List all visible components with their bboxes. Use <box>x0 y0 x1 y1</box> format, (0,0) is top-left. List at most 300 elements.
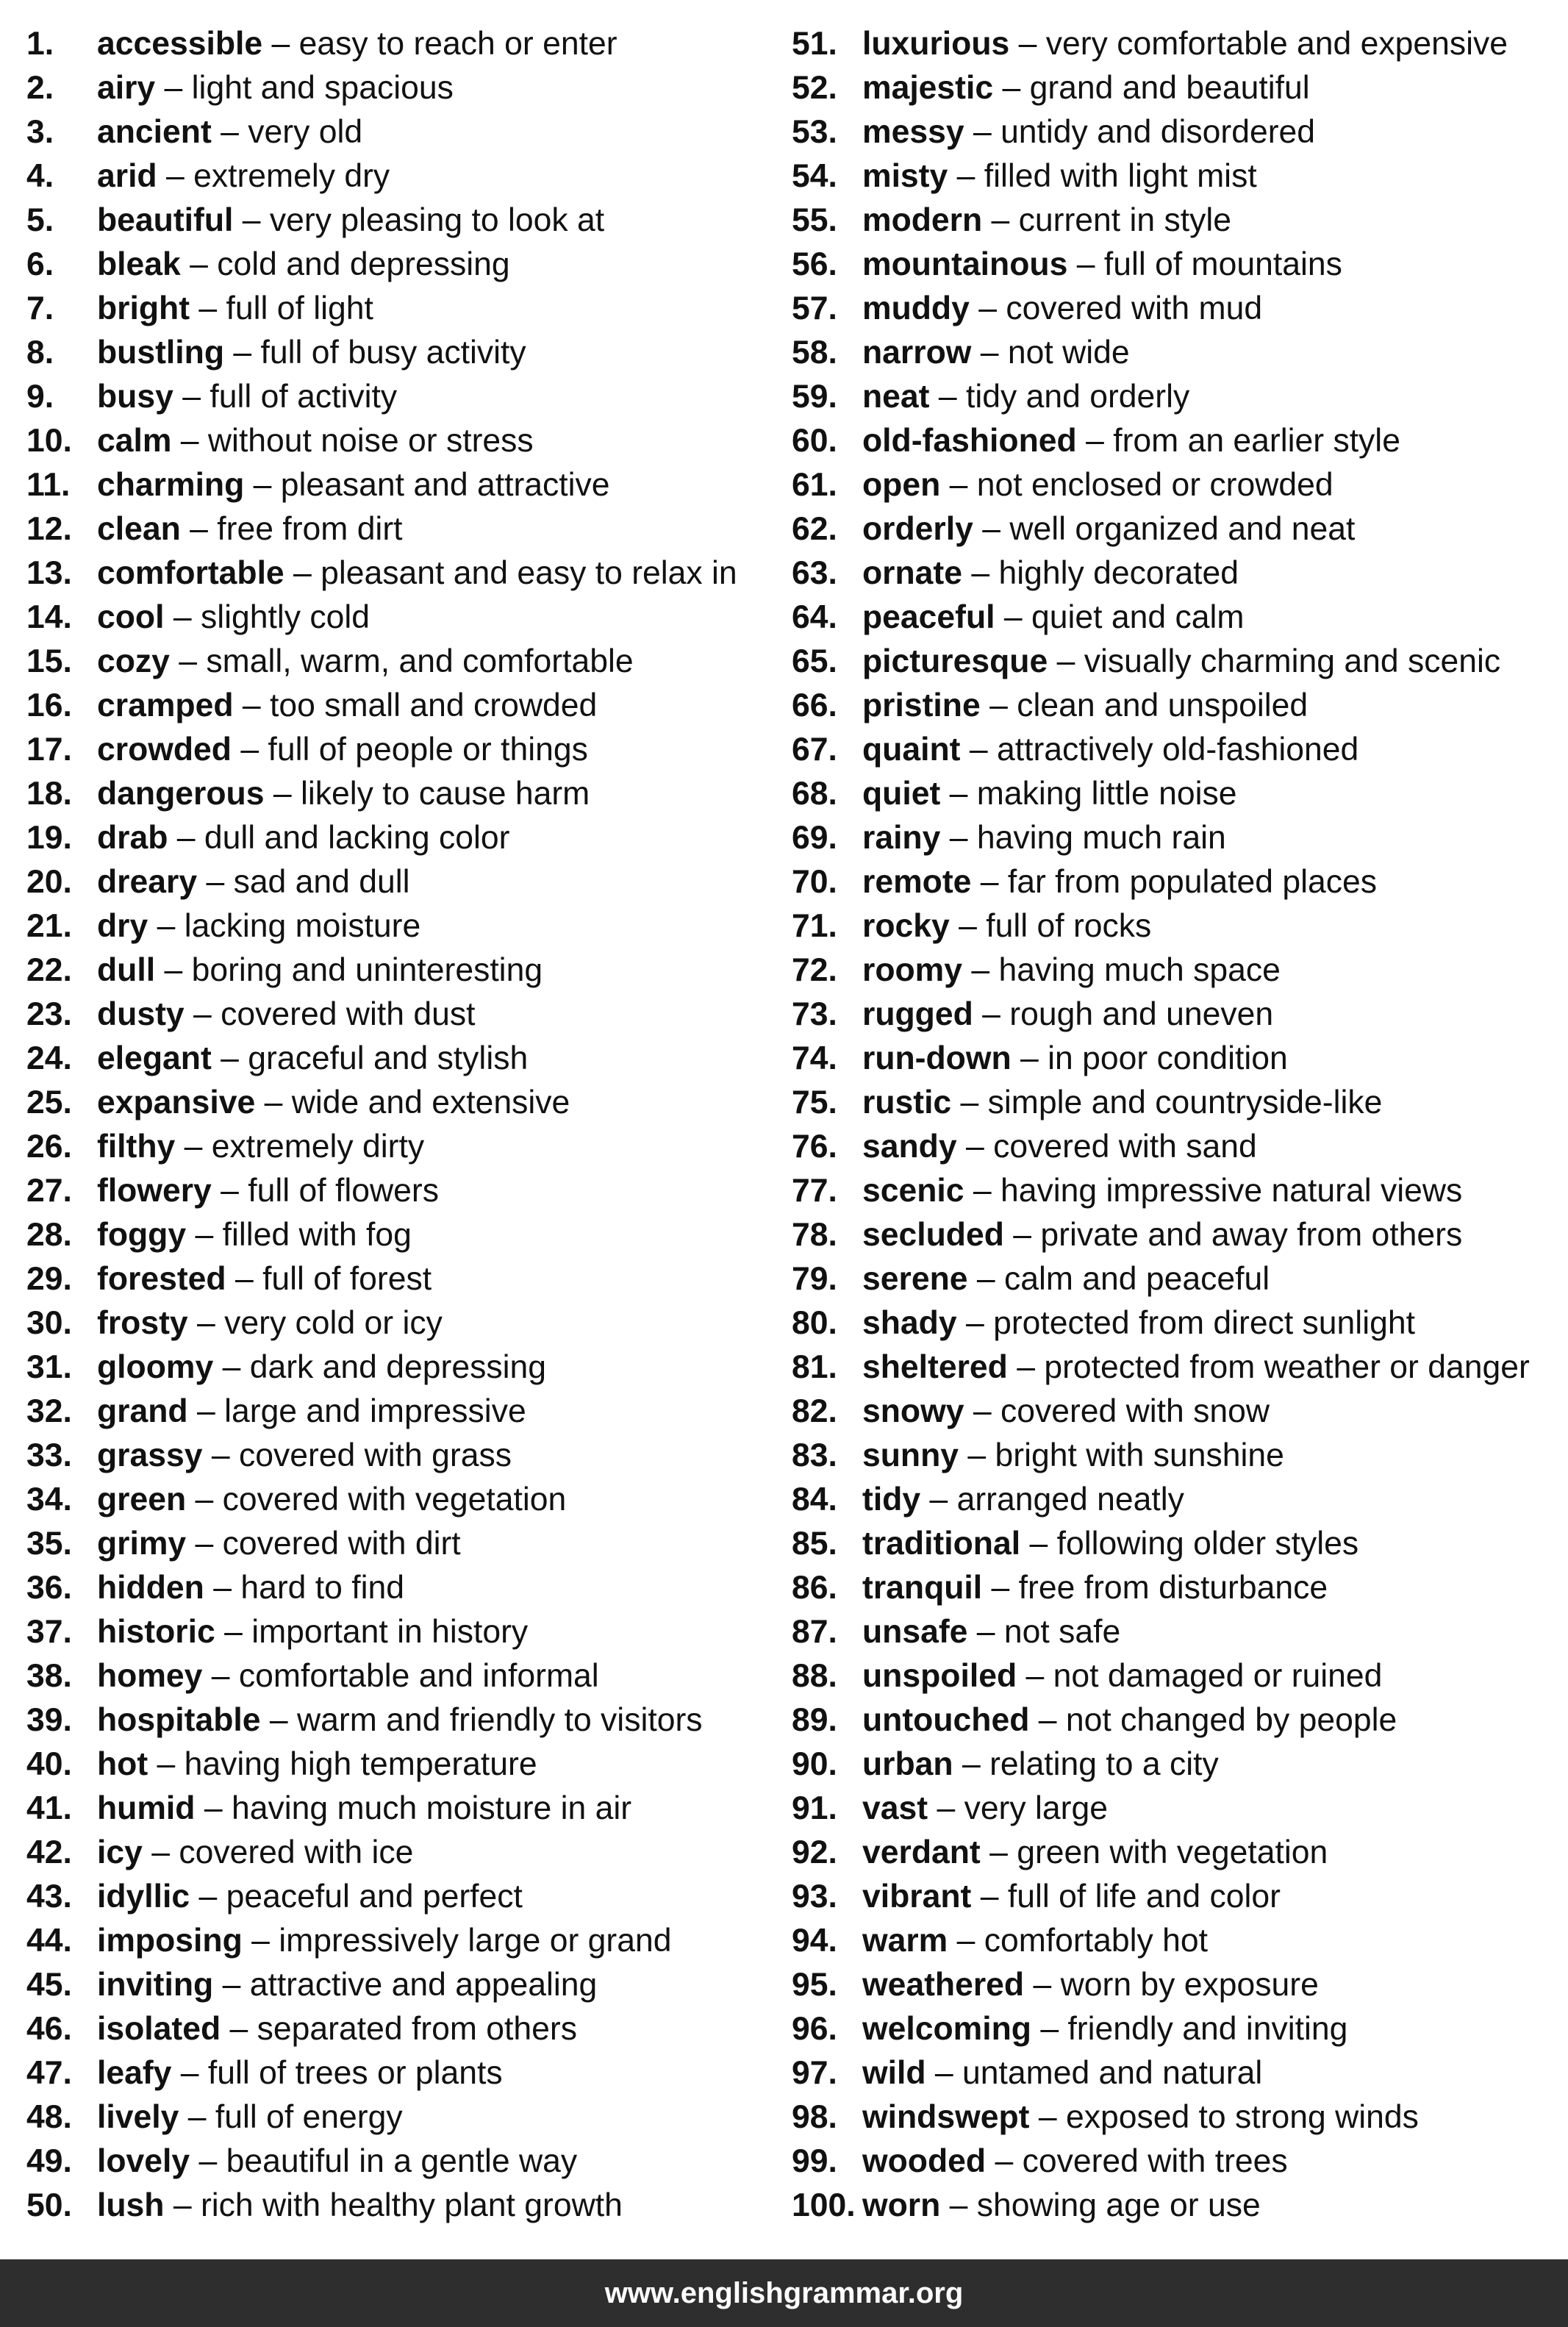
item-word: pristine <box>862 687 981 723</box>
item-number: 46. <box>26 2011 72 2047</box>
list-item <box>26 1081 776 1125</box>
item-number: 56. <box>792 246 837 282</box>
item-word: airy <box>97 70 156 106</box>
item-definition: full of mountains <box>1103 246 1342 282</box>
item-separator: – <box>233 202 270 238</box>
item-number: 15. <box>26 643 72 679</box>
item-separator: – <box>180 246 218 282</box>
list-item <box>26 1875 776 1919</box>
item-number: 35. <box>26 1526 72 1562</box>
list-item <box>792 596 1556 640</box>
list-item <box>26 1919 776 1963</box>
item-definition: filled with light mist <box>984 158 1257 194</box>
item-word: majestic <box>862 70 994 106</box>
list-item <box>792 1301 1556 1345</box>
list-item <box>792 1434 1556 1478</box>
item-separator: – <box>262 26 299 62</box>
item-number: 63. <box>792 555 837 591</box>
list-item <box>792 1919 1556 1963</box>
item-word: scenic <box>862 1173 964 1209</box>
item-separator: – <box>168 820 204 856</box>
item-number: 25. <box>26 1084 72 1120</box>
item-word: rustic <box>862 1084 952 1120</box>
item-word: green <box>97 1481 187 1518</box>
list-item <box>26 1654 776 1698</box>
item-number: 68. <box>792 776 837 812</box>
item-number: 73. <box>792 996 837 1032</box>
item-number: 6. <box>26 246 54 282</box>
item-word: shady <box>862 1305 957 1341</box>
list-item <box>26 2051 776 2095</box>
item-definition: attractive and appealing <box>249 1967 598 2003</box>
item-separator: – <box>949 908 987 944</box>
item-word: dreary <box>97 864 198 900</box>
list-item <box>792 243 1556 287</box>
item-definition: small, warm, and comfortable <box>206 643 634 679</box>
item-definition: dark and depressing <box>249 1349 546 1385</box>
item-number: 60. <box>792 423 837 459</box>
item-definition: covered with sand <box>993 1129 1257 1165</box>
item-word: wild <box>862 2055 926 2091</box>
item-separator: – <box>204 1570 241 1606</box>
item-definition: visually charming and scenic <box>1084 643 1501 679</box>
item-definition: having impressive natural views <box>1000 1173 1463 1209</box>
list-item <box>26 287 776 331</box>
item-word: secluded <box>862 1217 1004 1253</box>
list-item <box>26 551 776 596</box>
item-definition: relating to a city <box>989 1746 1219 1782</box>
item-word: accessible <box>97 26 263 62</box>
item-word: filthy <box>97 1129 176 1165</box>
item-number: 57. <box>792 290 837 326</box>
item-word: luxurious <box>862 26 1010 62</box>
item-number: 36. <box>26 1570 72 1606</box>
item-definition: very cold or icy <box>224 1305 443 1341</box>
item-word: homey <box>97 1658 203 1694</box>
item-separator: – <box>211 1040 248 1076</box>
item-separator: – <box>971 335 1008 371</box>
item-definition: simple and countryside-like <box>987 1084 1383 1120</box>
item-word: rainy <box>862 820 941 856</box>
item-word: hospitable <box>97 1702 261 1738</box>
item-word: lovely <box>97 2143 190 2179</box>
item-separator: – <box>982 202 1019 238</box>
item-word: weathered <box>862 1967 1025 2003</box>
list-item <box>792 684 1556 728</box>
item-number: 9. <box>26 379 54 415</box>
item-definition: very old <box>248 114 363 150</box>
item-number: 75. <box>792 1084 837 1120</box>
item-number: 59. <box>792 379 837 415</box>
list-item <box>26 1566 776 1610</box>
item-separator: – <box>169 643 207 679</box>
item-separator: – <box>1024 1967 1061 2003</box>
list-item <box>792 1478 1556 1522</box>
item-definition: full of light <box>226 290 373 326</box>
item-separator: – <box>993 70 1030 106</box>
item-word: warm <box>862 1923 948 1959</box>
list-item <box>792 948 1556 993</box>
item-number: 100. <box>792 2187 856 2223</box>
item-number: 70. <box>792 864 837 900</box>
item-definition: full of busy activity <box>260 335 526 371</box>
list-item <box>26 110 776 154</box>
item-separator: – <box>940 2187 977 2223</box>
item-separator: – <box>242 1923 279 1959</box>
item-word: leafy <box>97 2055 172 2091</box>
item-word: muddy <box>862 290 970 326</box>
item-number: 5. <box>26 202 54 238</box>
list-item <box>792 1610 1556 1654</box>
item-separator: – <box>948 1923 984 1959</box>
item-number: 4. <box>26 158 54 194</box>
item-separator: – <box>164 2187 201 2223</box>
item-word: narrow <box>862 335 972 371</box>
item-word: mountainous <box>862 246 1068 282</box>
item-word: open <box>862 467 941 503</box>
item-word: crowded <box>97 732 232 768</box>
item-separator: – <box>956 1305 994 1341</box>
item-separator: – <box>244 467 281 503</box>
item-separator: – <box>148 1746 185 1782</box>
item-number: 14. <box>26 599 72 635</box>
item-word: picturesque <box>862 643 1048 679</box>
item-definition: full of flowers <box>248 1173 439 1209</box>
list-item <box>26 1434 776 1478</box>
item-definition: wide and extensive <box>291 1084 570 1120</box>
item-separator: – <box>962 555 999 591</box>
item-definition: extremely dry <box>193 158 390 194</box>
item-separator: – <box>226 1261 263 1297</box>
item-separator: – <box>211 1173 248 1209</box>
list-item <box>792 1390 1556 1434</box>
item-word: idyllic <box>97 1879 190 1915</box>
list-item <box>792 551 1556 596</box>
list-item <box>792 860 1556 904</box>
list-item <box>26 640 776 684</box>
list-item <box>26 1301 776 1345</box>
list-item <box>792 66 1556 110</box>
item-separator: – <box>953 1746 990 1782</box>
item-number: 69. <box>792 820 837 856</box>
item-separator: – <box>928 1790 964 1826</box>
list-item <box>26 1831 776 1875</box>
item-word: wooded <box>862 2143 987 2179</box>
item-separator: – <box>157 158 194 194</box>
item-definition: sad and dull <box>233 864 410 900</box>
item-separator: – <box>173 379 210 415</box>
item-word: beautiful <box>97 202 234 238</box>
list-item <box>792 1081 1556 1125</box>
item-number: 52. <box>792 70 837 106</box>
item-number: 91. <box>792 1790 837 1826</box>
item-number: 61. <box>792 467 837 503</box>
item-word: elegant <box>97 1040 212 1076</box>
list-item <box>792 1257 1556 1301</box>
item-separator: – <box>186 1481 223 1518</box>
item-word: cramped <box>97 687 234 723</box>
item-separator: – <box>224 335 261 371</box>
item-definition: highly decorated <box>998 555 1239 591</box>
item-definition: making little noise <box>976 776 1237 812</box>
item-word: orderly <box>862 511 973 547</box>
item-definition: calm and peaceful <box>1003 1261 1270 1297</box>
item-separator: – <box>142 1834 179 1870</box>
list-item <box>26 860 776 904</box>
list-item <box>792 1213 1556 1257</box>
item-number: 30. <box>26 1305 72 1341</box>
item-definition: grand and beautiful <box>1029 70 1310 106</box>
item-word: lush <box>97 2187 165 2223</box>
item-definition: large and impressive <box>224 1393 526 1429</box>
item-word: humid <box>97 1790 196 1826</box>
item-word: sheltered <box>862 1349 1008 1385</box>
item-number: 97. <box>792 2055 837 2091</box>
item-word: lively <box>97 2099 179 2135</box>
item-separator: – <box>967 1261 1004 1297</box>
item-word: unspoiled <box>862 1658 1017 1694</box>
item-number: 21. <box>26 908 72 944</box>
item-word: gloomy <box>97 1349 214 1385</box>
list-item <box>26 22 776 66</box>
item-separator: – <box>213 1967 250 2003</box>
item-number: 19. <box>26 820 72 856</box>
list-item <box>26 993 776 1037</box>
list-item <box>792 2007 1556 2051</box>
item-number: 74. <box>792 1040 837 1076</box>
item-word: urban <box>862 1746 953 1782</box>
item-number: 53. <box>792 114 837 150</box>
item-word: snowy <box>862 1393 964 1429</box>
item-number: 8. <box>26 335 54 371</box>
item-separator: – <box>1011 1040 1048 1076</box>
list-item <box>26 199 776 243</box>
item-separator: – <box>962 952 999 988</box>
list-item <box>26 1257 776 1301</box>
list-item <box>26 1169 776 1213</box>
list-item <box>792 728 1556 772</box>
item-definition: full of rocks <box>986 908 1152 944</box>
item-number: 16. <box>26 687 72 723</box>
item-definition: friendly and inviting <box>1067 2011 1348 2047</box>
item-word: arid <box>97 158 157 194</box>
list-item <box>792 816 1556 860</box>
item-number: 26. <box>26 1129 72 1165</box>
item-word: serene <box>862 1261 968 1297</box>
item-separator: – <box>155 70 192 106</box>
item-definition: hard to find <box>240 1570 404 1606</box>
item-number: 87. <box>792 1614 837 1650</box>
list-item <box>26 684 776 728</box>
item-separator: – <box>1003 1217 1041 1253</box>
item-definition: green with vegetation <box>1017 1834 1328 1870</box>
item-definition: warm and friendly to visitors <box>297 1702 703 1738</box>
item-separator: – <box>1048 643 1084 679</box>
item-definition: having much moisture in air <box>231 1790 632 1826</box>
list-item <box>792 154 1556 199</box>
item-number: 28. <box>26 1217 72 1253</box>
item-separator: – <box>1017 1658 1053 1694</box>
list-item <box>26 596 776 640</box>
item-definition: in poor condition <box>1048 1040 1288 1076</box>
item-separator: – <box>187 1305 225 1341</box>
list-item <box>26 772 776 816</box>
item-number: 40. <box>26 1746 72 1782</box>
item-number: 89. <box>792 1702 837 1738</box>
item-number: 62. <box>792 511 837 547</box>
item-separator: – <box>195 1790 232 1826</box>
item-number: 65. <box>792 643 837 679</box>
item-word: worn <box>862 2187 941 2223</box>
item-word: roomy <box>862 952 962 988</box>
item-separator: – <box>171 423 208 459</box>
list-item <box>792 1875 1556 1919</box>
list-item <box>26 816 776 860</box>
list-item <box>792 463 1556 507</box>
item-separator: – <box>264 776 301 812</box>
item-number: 85. <box>792 1526 837 1562</box>
item-definition: not safe <box>1003 1614 1121 1650</box>
footer-bar <box>0 2259 1568 2327</box>
item-number: 11. <box>26 467 71 503</box>
item-definition: very comfortable and expensive <box>1045 26 1508 62</box>
item-word: bright <box>97 290 190 326</box>
item-separator: – <box>187 1393 225 1429</box>
item-separator: – <box>948 158 984 194</box>
item-definition: comfortably hot <box>984 1923 1208 1959</box>
item-number: 96. <box>792 2011 837 2047</box>
list-item <box>26 1522 776 1566</box>
item-number: 24. <box>26 1040 72 1076</box>
item-word: modern <box>862 202 983 238</box>
item-word: untouched <box>862 1702 1030 1738</box>
item-separator: – <box>971 1879 1008 1915</box>
item-number: 94. <box>792 1923 837 1959</box>
item-definition: not changed by people <box>1065 1702 1397 1738</box>
list-item <box>792 993 1556 1037</box>
item-separator: – <box>951 1084 988 1120</box>
list-item <box>792 1566 1556 1610</box>
item-number: 55. <box>792 202 837 238</box>
item-word: sandy <box>862 1129 957 1165</box>
item-word: charming <box>97 467 245 503</box>
item-number: 99. <box>792 2143 837 2179</box>
item-word: dull <box>97 952 156 988</box>
item-word: peaceful <box>862 599 995 635</box>
item-word: tidy <box>862 1481 921 1518</box>
item-word: imposing <box>97 1923 243 1959</box>
item-word: rugged <box>862 996 973 1032</box>
item-separator: – <box>964 1393 1000 1429</box>
list-item <box>792 640 1556 684</box>
item-number: 44. <box>26 1923 72 1959</box>
item-word: grand <box>97 1393 188 1429</box>
list-item <box>26 154 776 199</box>
item-number: 23. <box>26 996 72 1032</box>
item-number: 51. <box>792 26 837 62</box>
item-word: isolated <box>97 2011 221 2047</box>
item-word: windswept <box>862 2099 1030 2135</box>
list-item <box>26 507 776 551</box>
item-separator: – <box>213 1349 250 1385</box>
item-separator: – <box>184 996 221 1032</box>
item-word: quaint <box>862 732 961 768</box>
item-word: icy <box>97 1834 143 1870</box>
list-item <box>26 463 776 507</box>
item-definition: far from populated places <box>1007 864 1378 900</box>
item-definition: very pleasing to look at <box>269 202 605 238</box>
item-definition: untidy and disordered <box>1000 114 1316 150</box>
item-number: 71. <box>792 908 837 944</box>
item-number: 27. <box>26 1173 72 1209</box>
item-word: vast <box>862 1790 928 1826</box>
item-number: 38. <box>26 1658 72 1694</box>
item-separator: – <box>956 1129 994 1165</box>
list-item <box>792 1345 1556 1390</box>
item-separator: – <box>255 1084 292 1120</box>
item-definition: easy to reach or enter <box>298 26 617 62</box>
item-word: hidden <box>97 1570 204 1606</box>
item-definition: quiet and calm <box>1031 599 1245 635</box>
list-item <box>26 375 776 419</box>
list-item <box>26 2007 776 2051</box>
item-definition: covered with dust <box>221 996 476 1032</box>
item-separator: – <box>1031 2011 1068 2047</box>
item-word: dangerous <box>97 776 265 812</box>
item-separator: – <box>171 2055 208 2091</box>
item-separator: – <box>179 2099 215 2135</box>
item-word: clean <box>97 511 181 547</box>
item-word: run-down <box>862 1040 1012 1076</box>
item-definition: having much space <box>998 952 1281 988</box>
item-word: quiet <box>862 776 941 812</box>
list-item <box>792 287 1556 331</box>
item-number: 47. <box>26 2055 72 2091</box>
item-definition: likely to cause harm <box>300 776 590 812</box>
item-definition: boring and uninteresting <box>191 952 543 988</box>
left-column <box>26 22 776 2228</box>
list-item <box>26 1698 776 1742</box>
item-separator: – <box>971 864 1008 900</box>
item-definition: untamed and natural <box>962 2055 1263 2091</box>
item-definition: bright with sunshine <box>995 1437 1284 1473</box>
item-definition: free from disturbance <box>1018 1570 1328 1606</box>
item-definition: pleasant and attractive <box>280 467 610 503</box>
item-number: 93. <box>792 1879 837 1915</box>
list-item <box>26 2140 776 2184</box>
item-number: 42. <box>26 1834 72 1870</box>
item-separator: – <box>202 1437 239 1473</box>
list-item <box>792 2095 1556 2140</box>
item-definition: not damaged or ruined <box>1053 1658 1383 1694</box>
list-item <box>792 507 1556 551</box>
item-separator: – <box>190 1879 226 1915</box>
item-word: vibrant <box>862 1879 972 1915</box>
item-definition: cold and depressing <box>217 246 510 282</box>
item-word: expansive <box>97 1084 256 1120</box>
item-number: 84. <box>792 1481 837 1518</box>
item-definition: from an earlier style <box>1113 423 1400 459</box>
item-definition: full of life and color <box>1007 1879 1281 1915</box>
item-word: hot <box>97 1746 148 1782</box>
item-word: dry <box>97 908 148 944</box>
item-separator: – <box>920 1481 957 1518</box>
list-item <box>792 199 1556 243</box>
item-definition: protected from weather or danger <box>1044 1349 1530 1385</box>
item-number: 41. <box>26 1790 72 1826</box>
item-separator: – <box>164 599 201 635</box>
list-item <box>792 1787 1556 1831</box>
